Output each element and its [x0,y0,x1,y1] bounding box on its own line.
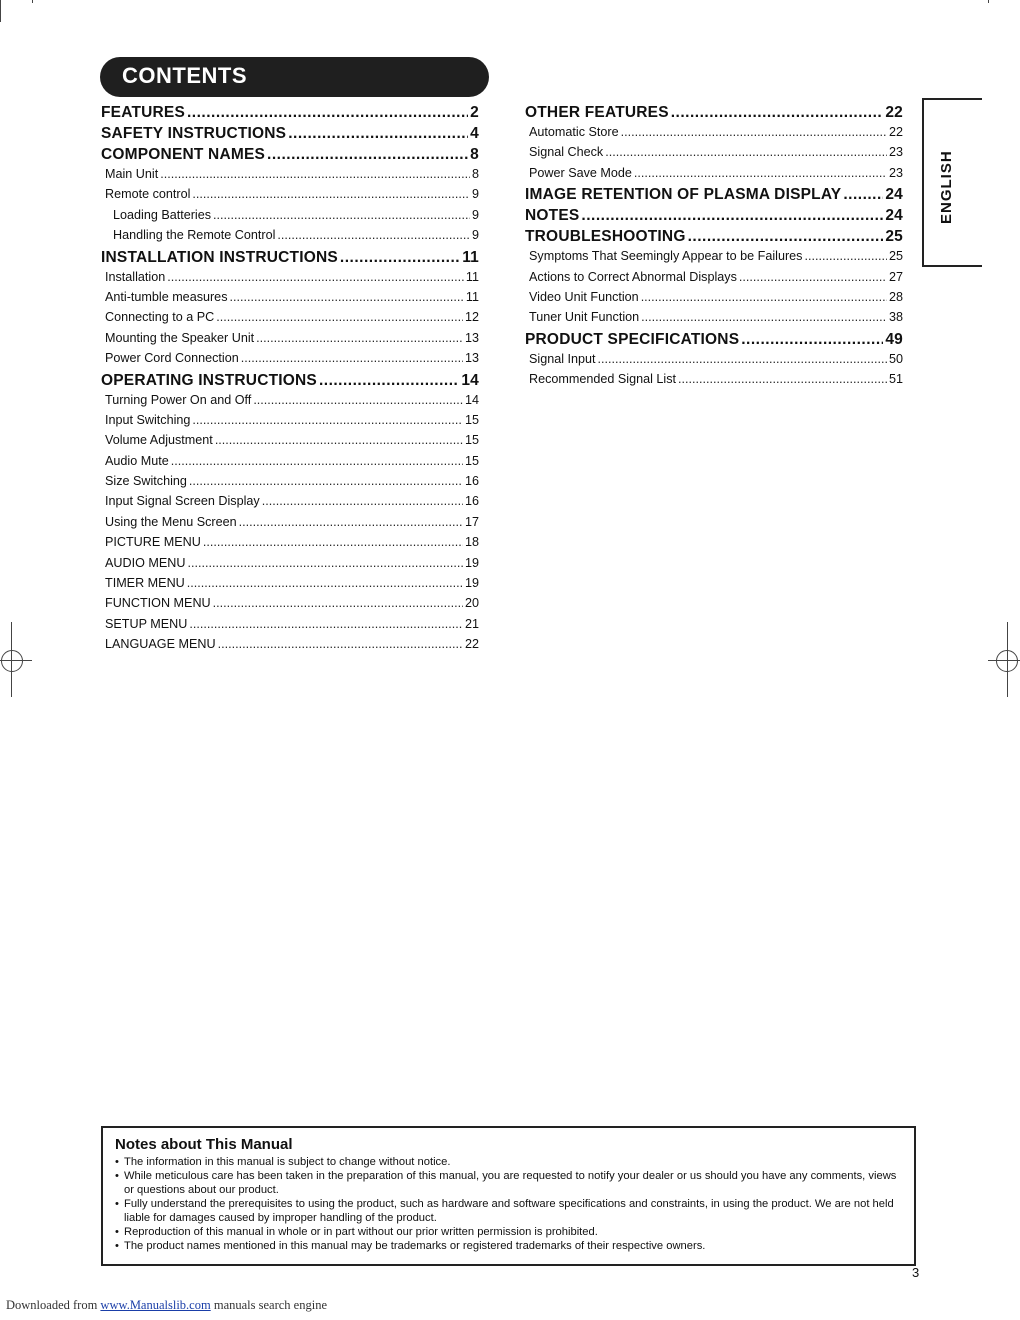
toc-entry [101,208,479,228]
toc-entry-title: SETUP MENU [105,616,188,631]
toc-entry [101,270,479,290]
toc-leader-dots [239,515,463,529]
toc-entry [525,125,903,145]
toc-entry [101,474,479,494]
footer-prefix: Downloaded from [6,1298,98,1312]
toc-entry-page: 22 [885,104,903,121]
toc-leader-dots [288,125,468,143]
toc-entry-page: 24 [885,207,903,225]
toc-entry-page: 19 [464,555,479,570]
toc-entry [101,351,479,371]
toc-entry-title: AUDIO MENU [105,555,186,570]
toc-entry-title: Turning Power On and Off [105,392,252,407]
toc-entry-page: 11 [465,289,479,304]
toc-entry-title: PICTURE MENU [105,535,201,550]
toc-leader-dots [187,556,463,570]
toc-entry [101,515,479,535]
toc-entry-title: Anti-tumble measures [105,289,228,304]
toc-entry-title: Connecting to a PC [105,310,215,325]
toc-leader-dots [167,270,464,284]
toc-entry-page: 22 [464,637,479,652]
toc-leader-dots [241,351,463,365]
toc-entry-page: 22 [888,125,903,139]
toc-entry [525,331,903,352]
note-item: • The product names mentioned in this manual may be trademarks or registered trademarks of their respective owners. [115,1239,902,1253]
note-item: • Fully understand the prerequisites to using the product, such as hardware and software specifications and constraints, in using the product. We are not held liable for damages caused by improper handling of the product. [115,1197,902,1225]
toc-entry [101,249,479,270]
toc-leader-dots [741,331,883,349]
toc-entry [525,352,903,372]
toc-leader-dots [641,310,887,324]
toc-entry-page: 14 [464,392,479,407]
toc-entry-page: 11 [465,269,479,284]
toc-entry-title: Size Switching [105,474,187,489]
toc-leader-dots [213,208,470,222]
toc-entry-page: 23 [888,165,903,180]
toc-entry [101,146,479,167]
toc-entry [525,145,903,165]
toc-entry-page: 28 [888,289,903,304]
toc-entry-title: Installation [105,269,166,284]
toc-entry-page: 15 [464,453,479,468]
toc-entry [101,433,479,453]
toc-leader-dots [203,535,463,549]
toc-entry [101,125,479,146]
toc-entry-title: Audio Mute [105,453,169,468]
toc-entry-page: 51 [888,372,903,387]
toc-leader-dots [678,372,887,386]
footer-suffix: manuals search engine [213,1298,327,1312]
toc-entry [101,576,479,596]
toc-entry-title: Loading Batteries [113,207,212,222]
toc-entry [525,186,903,207]
toc-entry-page: 9 [471,207,479,222]
toc-entry-page: 23 [888,145,903,160]
toc-leader-dots [256,331,463,345]
toc-entry-title: Automatic Store [529,125,619,139]
toc-entry [525,310,903,330]
toc-entry-title: Actions to Correct Abnormal Displays [529,269,737,284]
toc-entry [101,596,479,616]
toc-entry [101,494,479,514]
toc-leader-dots [253,393,463,407]
toc-entry-title: Volume Adjustment [105,433,213,448]
toc-entry-title: Tuner Unit Function [529,310,640,325]
toc-entry-page: 16 [464,474,479,489]
toc-entry-page: 16 [464,494,479,509]
crop-mark [32,0,33,3]
toc-entry-title: Main Unit [105,167,159,181]
toc-entry [101,617,479,637]
toc-leader-dots [598,352,887,366]
toc-entry-page: 9 [471,228,479,243]
toc-entry-page: 2 [470,104,479,121]
toc-entry-page: 19 [464,576,479,591]
toc-entry-page: 27 [888,269,903,284]
crop-mark [0,0,1,22]
toc-entry-title: LANGUAGE MENU [105,637,216,652]
toc-entry-page: 24 [885,186,903,204]
toc-entry [101,393,479,413]
toc-entry-title: Recommended Signal List [529,372,677,387]
toc-leader-dots [319,372,459,390]
toc-entry-title: Input Switching [105,412,191,427]
toc-entry-title: OPERATING INSTRUCTIONS [101,371,317,389]
toc-leader-dots [581,207,883,225]
toc-entry [101,454,479,474]
toc-entry-page: 11 [462,248,479,266]
toc-leader-dots [218,637,463,651]
toc-leader-dots [277,228,470,242]
toc-entry-title: TROUBLESHOOTING [525,228,686,246]
toc-entry-page: 21 [464,616,479,631]
toc-entry [101,372,479,393]
note-item: • Reproduction of this manual in whole or in part without our prior written permission is prohibited. [115,1225,902,1239]
toc-leader-dots [160,167,470,181]
toc-entry-title: Mounting the Speaker Unit [105,330,255,345]
toc-entry-page: 25 [885,228,903,246]
toc-entry-title: Power Save Mode [529,165,632,180]
toc-entry-page: 50 [888,351,903,366]
toc-leader-dots [215,433,463,447]
page-number: 3 [912,1265,920,1280]
page-title: CONTENTS [122,63,247,88]
toc-leader-dots [192,187,470,201]
toc-entry-page: 8 [471,167,479,181]
toc-leader-dots [688,228,884,246]
toc-leader-dots [187,104,468,122]
language-label: ENGLISH [938,150,955,224]
toc-leader-dots [843,186,883,204]
toc-entry-title: INSTALLATION INSTRUCTIONS [101,248,338,266]
toc-leader-dots [621,125,887,139]
note-item: • The information in this manual is subject to change without notice. [115,1155,902,1169]
toc-entry [525,249,903,269]
toc-leader-dots [605,145,887,159]
toc-entry-title: Signal Input [529,351,596,366]
toc-entry-title: OTHER FEATURES [525,104,669,121]
toc-entry-page: 8 [470,146,479,163]
toc-entry [101,167,479,187]
manualslib-link[interactable]: www.Manualslib.com [100,1298,211,1312]
toc-leader-dots [171,454,463,468]
toc-entry-page: 25 [888,249,903,264]
notes-title: Notes about This Manual [115,1136,293,1153]
toc-leader-dots [192,413,463,427]
toc-leader-dots [189,617,463,631]
toc-entry [525,228,903,249]
toc-entry-title: Power Cord Connection [105,351,239,366]
toc-entry [101,290,479,310]
toc-entry-title: Signal Check [529,145,604,160]
toc-entry-title: IMAGE RETENTION OF PLASMA DISPLAY [525,186,842,204]
toc-entry [525,166,903,186]
toc-entry [525,372,903,392]
toc-entry [101,331,479,351]
toc-entry-page: 20 [464,596,479,611]
toc-left-column [101,104,479,658]
toc-entry-title: Handling the Remote Control [113,228,276,243]
toc-entry-title: Using the Menu Screen [105,514,237,529]
toc-entry [101,637,479,657]
toc-entry [101,310,479,330]
crop-mark [988,0,989,3]
toc-entry-page: 15 [464,433,479,448]
registration-mark [996,650,1018,672]
toc-entry-page: 13 [464,351,479,366]
toc-leader-dots [634,166,887,180]
toc-entry-title: SAFETY INSTRUCTIONS [101,125,287,142]
toc-entry [101,104,479,125]
notes-box [101,1126,916,1266]
toc-entry [525,207,903,228]
toc-entry [101,228,479,248]
toc-leader-dots [189,474,463,488]
toc-entry-page: 12 [464,310,479,325]
toc-entry [525,290,903,310]
toc-leader-dots [262,494,463,508]
contents-banner [100,57,489,97]
download-footer [6,1298,327,1313]
toc-entry-page: 17 [464,514,479,529]
toc-leader-dots [671,104,884,122]
toc-entry-page: 13 [464,330,479,345]
toc-leader-dots [340,249,460,267]
toc-entry-page: 49 [885,330,903,348]
toc-entry-title: TIMER MENU [105,576,185,591]
notes-list [115,1155,902,1253]
toc-right-column [525,104,903,393]
toc-entry-page: 38 [888,310,903,325]
toc-entry-title: Input Signal Screen Display [105,494,260,509]
toc-entry-page: 18 [464,535,479,550]
toc-leader-dots [187,576,463,590]
toc-entry [525,104,903,125]
toc-entry-page: 9 [471,187,479,202]
toc-entry [101,413,479,433]
toc-entry-title: FUNCTION MENU [105,596,211,611]
toc-entry-title: Remote control [105,187,191,202]
toc-entry-page: 14 [461,371,479,389]
toc-leader-dots [641,290,887,304]
toc-entry-title: FEATURES [101,104,185,121]
note-item: • While meticulous care has been taken in the preparation of this manual, you are requested to notify your dealer or us should you have any comments, views or questions about our product. [115,1169,902,1197]
toc-entry [525,270,903,290]
toc-entry [101,535,479,555]
toc-entry [101,187,479,207]
toc-leader-dots [230,290,464,304]
toc-entry [101,556,479,576]
language-tab [922,98,982,267]
toc-leader-dots [804,249,887,263]
toc-leader-dots [739,270,887,284]
toc-leader-dots [213,596,463,610]
toc-leader-dots [216,310,463,324]
toc-entry-page: 15 [464,412,479,427]
toc-entry-title: Video Unit Function [529,289,639,304]
toc-entry-title: Symptoms That Seemingly Appear to be Failures [529,249,803,264]
toc-entry-page: 4 [470,125,479,142]
toc-entry-title: PRODUCT SPECIFICATIONS [525,330,740,348]
toc-entry-title: COMPONENT NAMES [101,146,266,163]
registration-mark [1,650,23,672]
toc-entry-title: NOTES [525,207,580,225]
toc-leader-dots [267,146,468,164]
